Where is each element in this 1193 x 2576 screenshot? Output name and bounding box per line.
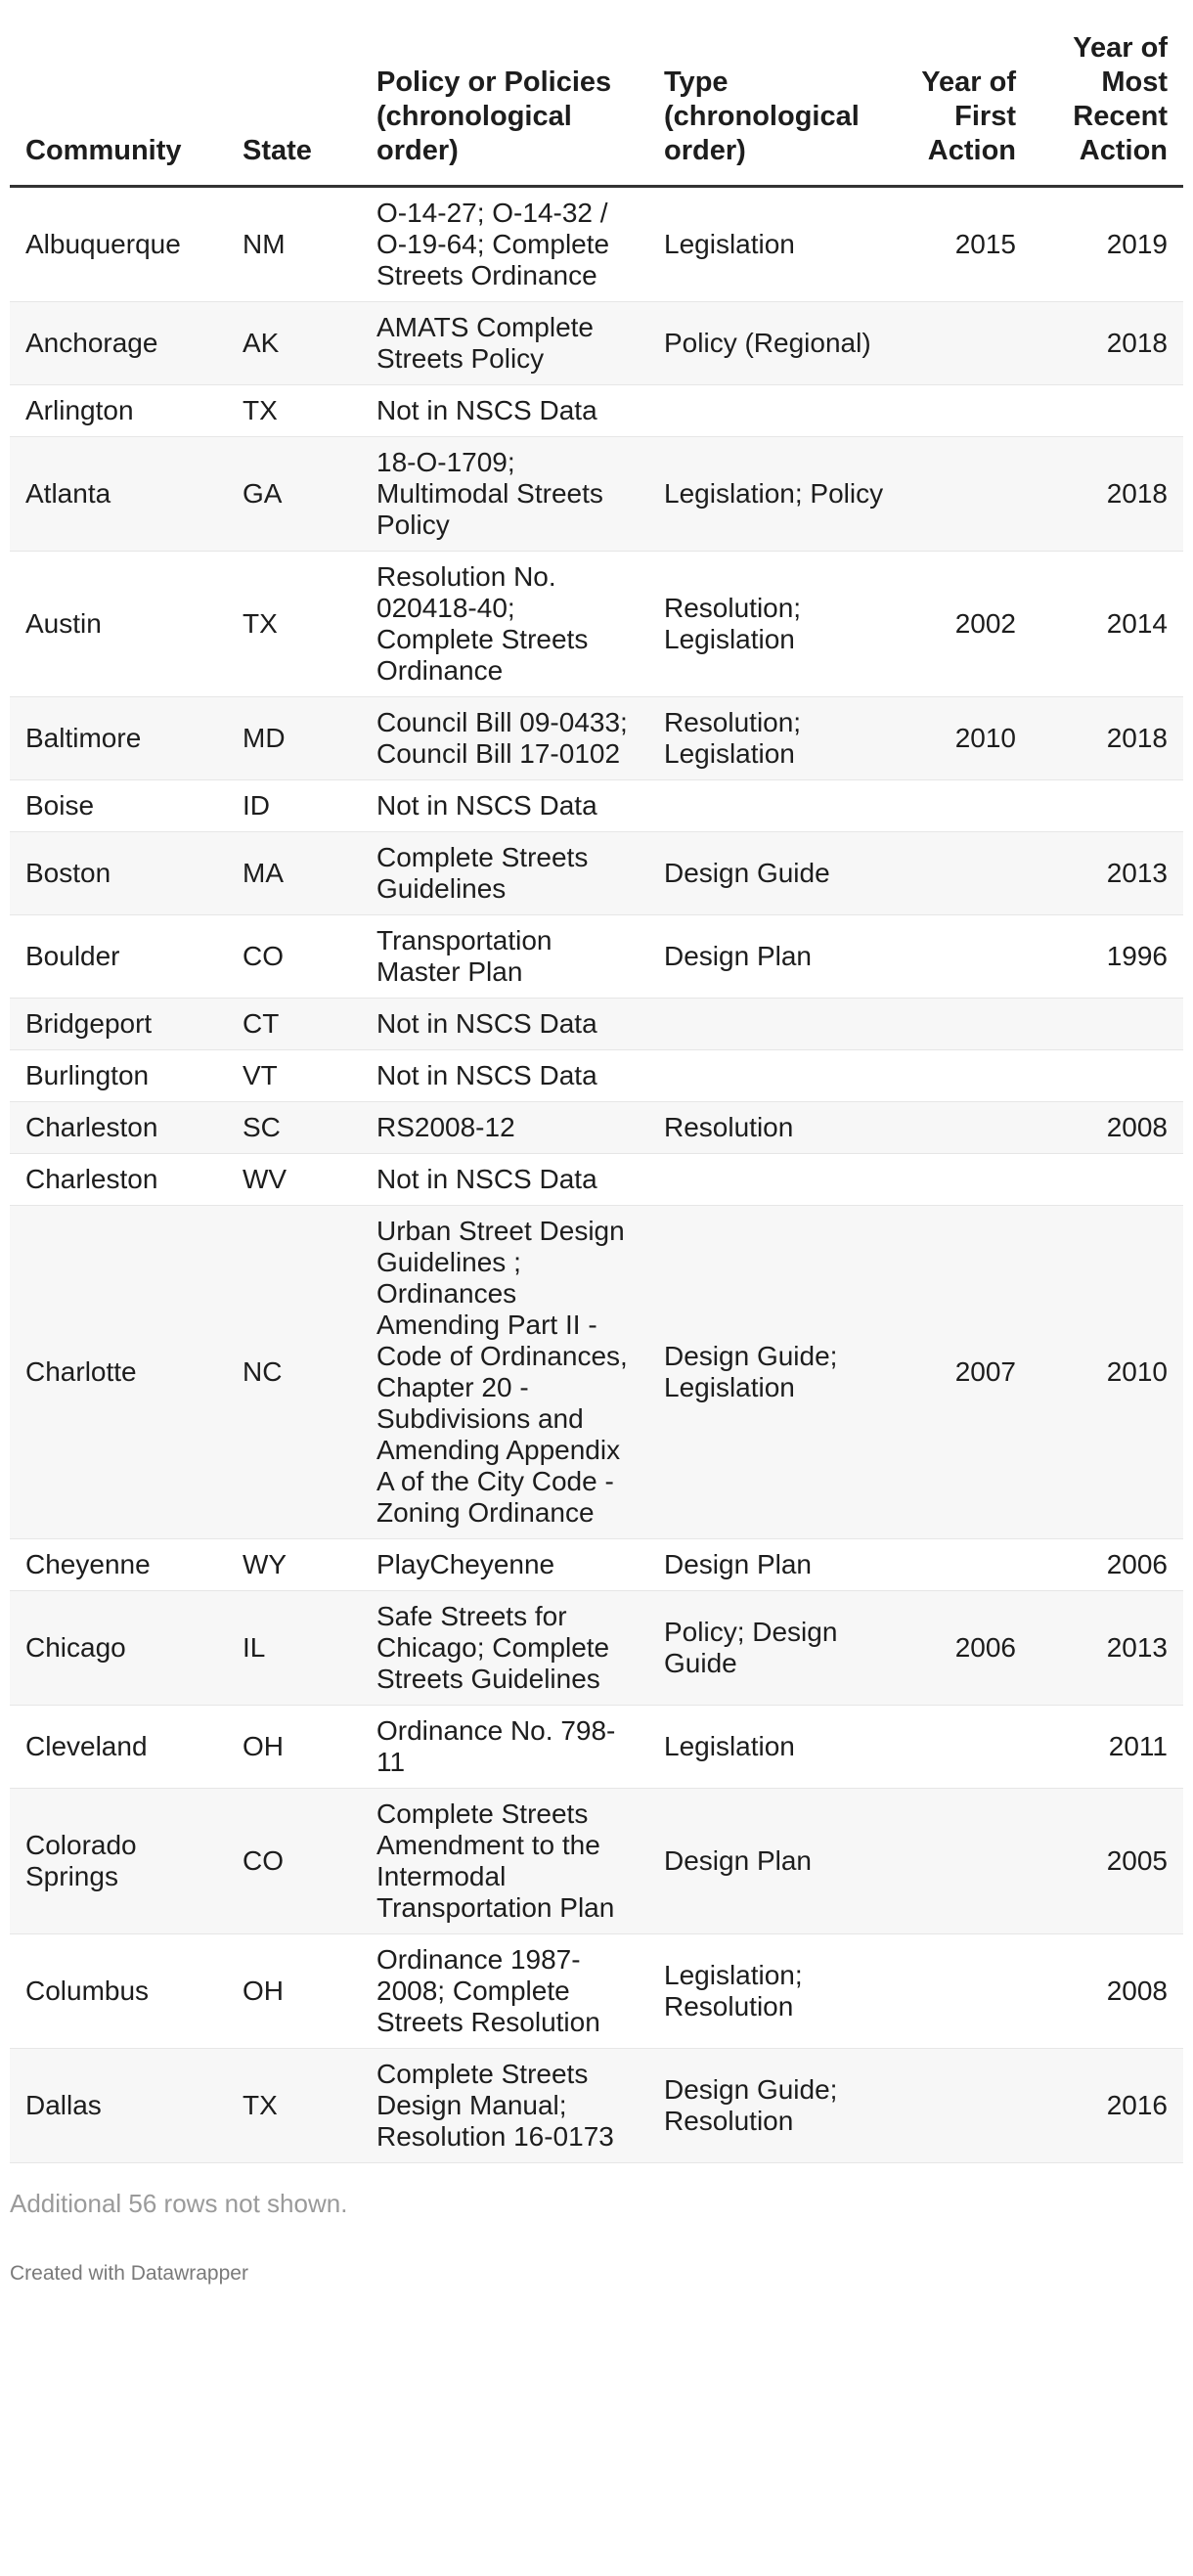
cell-year-most-recent-action (1032, 1154, 1183, 1206)
cell-policy: Not in NSCS Data (361, 1154, 648, 1206)
cell-year-first-action (903, 1154, 1032, 1206)
cell-community: Boulder (10, 915, 227, 999)
cell-year-first-action: 2002 (903, 552, 1032, 697)
table-row (10, 1789, 1183, 1934)
cell-community: Chicago (10, 1591, 227, 1706)
cell-community: Charleston (10, 1102, 227, 1154)
cell-year-first-action (903, 780, 1032, 832)
cell-policy: Urban Street Design Guidelines ; Ordinances Amending Part II - Code of Ordinances, Chapter 20 - Subdivisions and Amending Appendix A of the City Code - Zoning Ordinance (361, 1206, 648, 1539)
cell-year-first-action (903, 385, 1032, 437)
cell-year-first-action: 2015 (903, 187, 1032, 302)
cell-community: Charlotte (10, 1206, 227, 1539)
cell-year-first-action (903, 1102, 1032, 1154)
cell-year-most-recent-action: 2008 (1032, 1934, 1183, 2049)
header-year-first-action[interactable]: Year of First Action (903, 0, 1032, 187)
cell-policy: Ordinance No. 798-11 (361, 1706, 648, 1789)
cell-year-first-action (903, 1789, 1032, 1934)
cell-year-most-recent-action (1032, 1050, 1183, 1102)
table-header (10, 0, 1183, 187)
header-year-most-recent-action[interactable]: Year of Most Recent Action (1032, 0, 1183, 187)
cell-community: Burlington (10, 1050, 227, 1102)
cell-type: Policy; Design Guide (648, 1591, 903, 1706)
cell-policy: Complete Streets Design Manual; Resolution 16-0173 (361, 2049, 648, 2163)
cell-state: NM (227, 187, 361, 302)
cell-community: Cleveland (10, 1706, 227, 1789)
cell-policy: Not in NSCS Data (361, 1050, 648, 1102)
cell-year-first-action (903, 1706, 1032, 1789)
cell-policy: PlayCheyenne (361, 1539, 648, 1591)
header-community[interactable]: Community (10, 0, 227, 187)
table-row (10, 1206, 1183, 1539)
cell-state: WY (227, 1539, 361, 1591)
cell-year-most-recent-action: 2019 (1032, 187, 1183, 302)
cell-year-most-recent-action: 2006 (1032, 1539, 1183, 1591)
cell-community: Boise (10, 780, 227, 832)
cell-policy: RS2008-12 (361, 1102, 648, 1154)
cell-type (648, 385, 903, 437)
cell-type: Design Guide; Resolution (648, 2049, 903, 2163)
cell-community: Anchorage (10, 302, 227, 385)
cell-year-first-action: 2010 (903, 697, 1032, 780)
cell-policy: Transportation Master Plan (361, 915, 648, 999)
cell-year-most-recent-action: 2005 (1032, 1789, 1183, 1934)
header-row (10, 0, 1183, 187)
cell-year-first-action (903, 1539, 1032, 1591)
cell-year-most-recent-action: 2011 (1032, 1706, 1183, 1789)
cell-year-first-action (903, 2049, 1032, 2163)
cell-policy: Safe Streets for Chicago; Complete Streets Guidelines (361, 1591, 648, 1706)
table-row (10, 2049, 1183, 2163)
cell-policy: Not in NSCS Data (361, 999, 648, 1050)
cell-community: Charleston (10, 1154, 227, 1206)
cell-type: Resolution; Legislation (648, 697, 903, 780)
table-row (10, 1591, 1183, 1706)
cell-policy: 18-O-1709; Multimodal Streets Policy (361, 437, 648, 552)
cell-type: Design Plan (648, 1539, 903, 1591)
cell-year-most-recent-action: 2014 (1032, 552, 1183, 697)
cell-type (648, 1050, 903, 1102)
cell-year-first-action (903, 999, 1032, 1050)
cell-type: Legislation; Resolution (648, 1934, 903, 2049)
cell-policy: Ordinance 1987-2008; Complete Streets Resolution (361, 1934, 648, 2049)
table-row (10, 1706, 1183, 1789)
cell-type (648, 1154, 903, 1206)
cell-year-most-recent-action: 2010 (1032, 1206, 1183, 1539)
cell-community: Cheyenne (10, 1539, 227, 1591)
cell-community: Boston (10, 832, 227, 915)
cell-type: Resolution; Legislation (648, 552, 903, 697)
cell-year-first-action (903, 1934, 1032, 2049)
cell-type: Legislation (648, 1706, 903, 1789)
cell-type: Legislation; Policy (648, 437, 903, 552)
cell-year-first-action (903, 437, 1032, 552)
cell-community: Colorado Springs (10, 1789, 227, 1934)
cell-state: IL (227, 1591, 361, 1706)
rows-not-shown-note: Additional 56 rows not shown. (10, 2189, 348, 2218)
cell-policy: Resolution No. 020418-40; Complete Streets Ordinance (361, 552, 648, 697)
cell-policy: Council Bill 09-0433; Council Bill 17-0102 (361, 697, 648, 780)
cell-state: ID (227, 780, 361, 832)
cell-year-first-action (903, 302, 1032, 385)
cell-year-most-recent-action (1032, 780, 1183, 832)
cell-community: Austin (10, 552, 227, 697)
cell-year-most-recent-action (1032, 999, 1183, 1050)
cell-community: Bridgeport (10, 999, 227, 1050)
table-row (10, 302, 1183, 385)
table-row (10, 187, 1183, 302)
table-row (10, 832, 1183, 915)
table-row (10, 915, 1183, 999)
cell-year-first-action (903, 915, 1032, 999)
cell-type: Legislation (648, 187, 903, 302)
cell-state: AK (227, 302, 361, 385)
datawrapper-credit: Created with Datawrapper (10, 2262, 248, 2285)
cell-year-most-recent-action: 2018 (1032, 302, 1183, 385)
cell-community: Dallas (10, 2049, 227, 2163)
cell-state: VT (227, 1050, 361, 1102)
cell-community: Atlanta (10, 437, 227, 552)
cell-state: GA (227, 437, 361, 552)
cell-state: OH (227, 1934, 361, 2049)
table-row (10, 780, 1183, 832)
cell-state: MD (227, 697, 361, 780)
cell-type: Design Guide; Legislation (648, 1206, 903, 1539)
table-row (10, 385, 1183, 437)
cell-state: CO (227, 915, 361, 999)
header-policy[interactable]: Policy or Policies (chronological order) (361, 0, 648, 187)
cell-state: WV (227, 1154, 361, 1206)
cell-year-first-action: 2006 (903, 1591, 1032, 1706)
cell-policy: AMATS Complete Streets Policy (361, 302, 648, 385)
cell-state: OH (227, 1706, 361, 1789)
cell-state: CT (227, 999, 361, 1050)
cell-state: TX (227, 552, 361, 697)
cell-year-most-recent-action (1032, 385, 1183, 437)
cell-community: Arlington (10, 385, 227, 437)
cell-state: NC (227, 1206, 361, 1539)
header-type[interactable]: Type (chronological order) (648, 0, 903, 187)
cell-type: Policy (Regional) (648, 302, 903, 385)
table-row (10, 697, 1183, 780)
cell-community: Columbus (10, 1934, 227, 2049)
cell-community: Baltimore (10, 697, 227, 780)
cell-policy: Not in NSCS Data (361, 385, 648, 437)
cell-type: Design Plan (648, 1789, 903, 1934)
cell-policy: O-14-27; O-14-32 / O-19-64; Complete Streets Ordinance (361, 187, 648, 302)
cell-policy: Not in NSCS Data (361, 780, 648, 832)
table-row (10, 552, 1183, 697)
cell-state: SC (227, 1102, 361, 1154)
cell-state: MA (227, 832, 361, 915)
cell-year-most-recent-action: 2018 (1032, 697, 1183, 780)
cell-year-most-recent-action: 2018 (1032, 437, 1183, 552)
table-row (10, 437, 1183, 552)
cell-state: TX (227, 385, 361, 437)
cell-year-most-recent-action: 2008 (1032, 1102, 1183, 1154)
cell-policy: Complete Streets Guidelines (361, 832, 648, 915)
cell-state: TX (227, 2049, 361, 2163)
table-row (10, 1102, 1183, 1154)
cell-year-most-recent-action: 1996 (1032, 915, 1183, 999)
table-row (10, 1934, 1183, 2049)
table-row (10, 1539, 1183, 1591)
cell-state: CO (227, 1789, 361, 1934)
cell-type: Design Plan (648, 915, 903, 999)
cell-community: Albuquerque (10, 187, 227, 302)
table-row (10, 999, 1183, 1050)
cell-year-first-action (903, 1050, 1032, 1102)
cell-type: Resolution (648, 1102, 903, 1154)
table-body (10, 187, 1183, 2163)
cell-year-first-action (903, 832, 1032, 915)
cell-type (648, 780, 903, 832)
cell-year-most-recent-action: 2013 (1032, 832, 1183, 915)
cell-type (648, 999, 903, 1050)
table-row (10, 1050, 1183, 1102)
table-row (10, 1154, 1183, 1206)
cell-year-first-action: 2007 (903, 1206, 1032, 1539)
header-state[interactable]: State (227, 0, 361, 187)
complete-streets-table (10, 0, 1183, 2163)
cell-year-most-recent-action: 2016 (1032, 2049, 1183, 2163)
cell-year-most-recent-action: 2013 (1032, 1591, 1183, 1706)
cell-type: Design Guide (648, 832, 903, 915)
cell-policy: Complete Streets Amendment to the Intermodal Transportation Plan (361, 1789, 648, 1934)
